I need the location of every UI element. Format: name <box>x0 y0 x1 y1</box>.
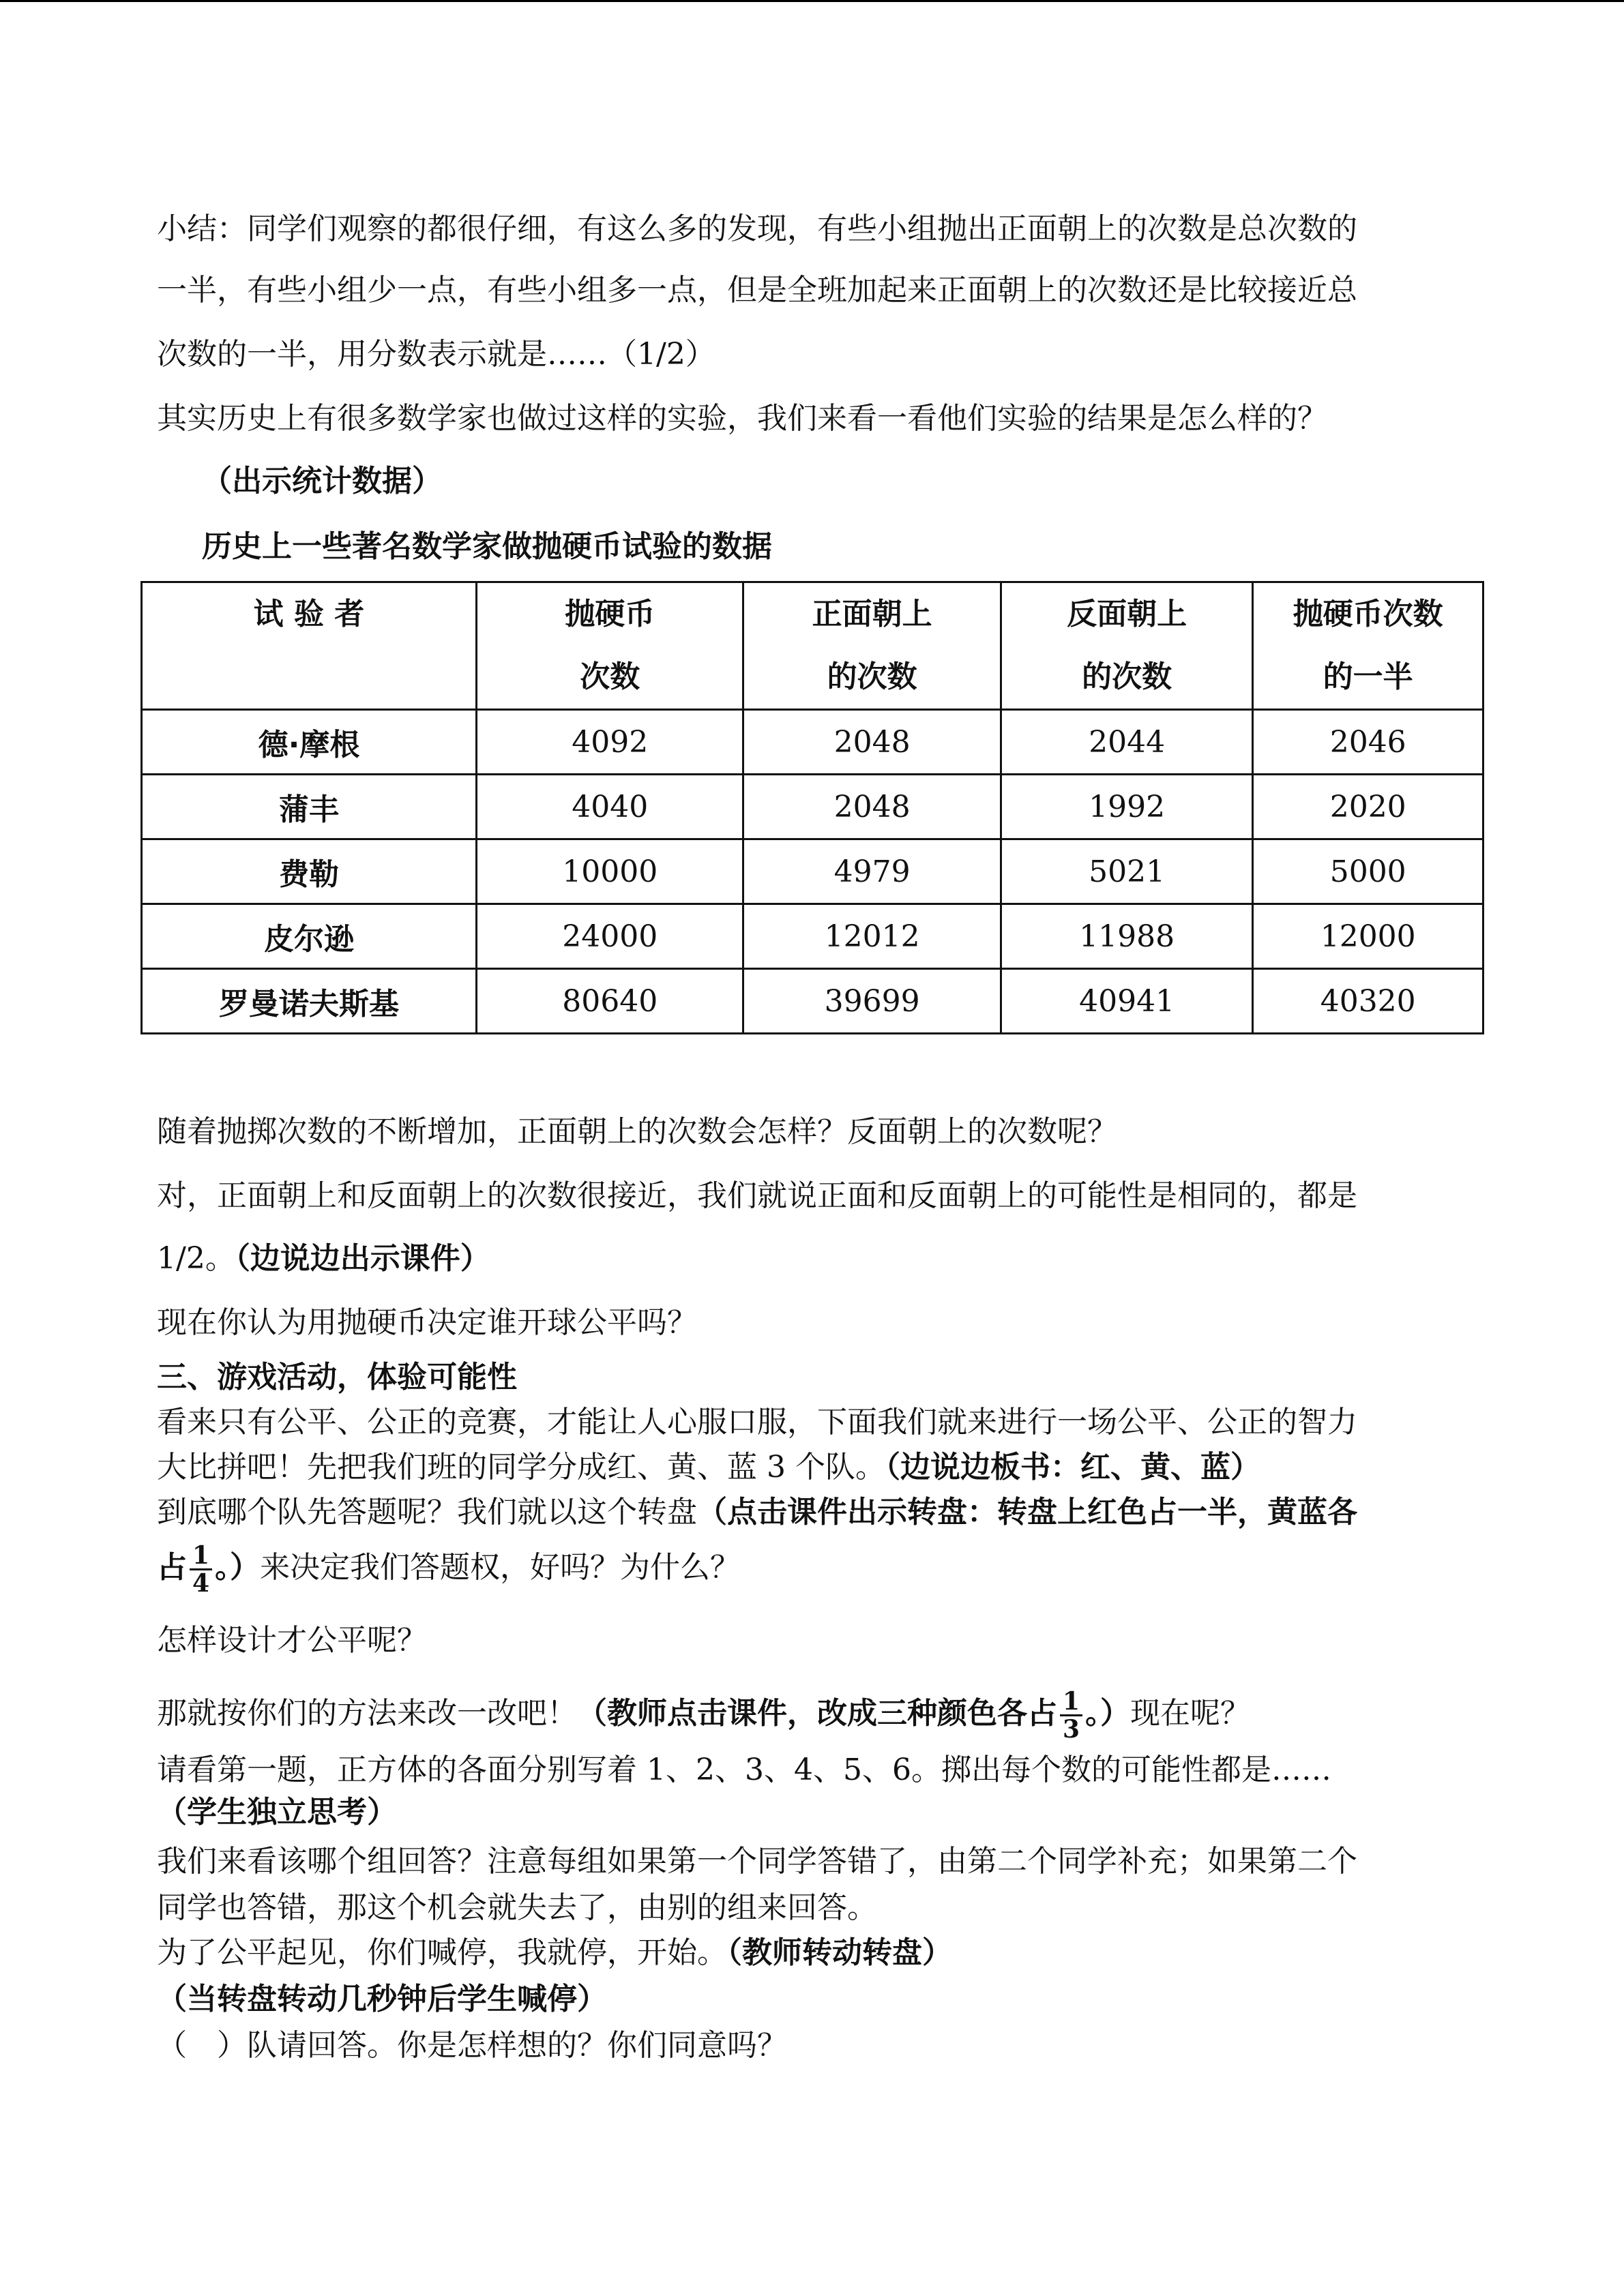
table-row <box>142 904 1483 969</box>
show-stats-note: （出示统计数据） <box>202 464 442 498</box>
cell-experimenter: 蒲丰 <box>142 775 477 839</box>
increase-question: 随着抛掷次数的不断增加，正面朝上的次数会怎样？反面朝上的次数呢？ <box>157 1114 1117 1149</box>
now-text: 现在呢？ <box>1130 1696 1251 1731</box>
fraction-one-quarter: $\frac{1}{4}$ <box>190 1542 212 1596</box>
cell-heads: 39699 <box>743 969 1001 1034</box>
table-title: 历史上一些著名数学家做抛硬币试验的数据 <box>202 529 772 564</box>
cell-tails: 5021 <box>1001 839 1252 904</box>
occupy-text: 占 <box>157 1550 187 1585</box>
cell-heads: 2048 <box>743 775 1001 839</box>
section-3-line-5: 怎样设计才公平呢？ <box>157 1623 427 1658</box>
section-3-line-11 <box>157 1933 952 1973</box>
cell-experimenter: 费勒 <box>142 839 477 904</box>
header-heads: 正面朝上 的次数 <box>743 582 1001 710</box>
cell-heads: 2048 <box>743 710 1001 775</box>
summary-line-1: 小结：同学们观察的都很仔细，有这么多的发现，有些小组抛出正面朝上的次数是总次数的 <box>157 211 1357 246</box>
header-tails: 反面朝上 的次数 <box>1001 582 1252 710</box>
modify-text: 那就按你们的方法来改一改吧！ <box>157 1696 577 1731</box>
summary-line-2: 一半，有些小组少一点，有些小组多一点，但是全班加起来正面朝上的次数还是比较接近总 <box>157 273 1357 308</box>
cell-heads: 12012 <box>743 904 1001 969</box>
cell-half: 2046 <box>1253 710 1483 775</box>
cell-tosses: 80640 <box>477 969 743 1034</box>
cell-tosses: 4092 <box>477 710 743 775</box>
cell-tails: 1992 <box>1001 775 1252 839</box>
close-note-2: 。） <box>1085 1696 1131 1731</box>
section-3-line-6 <box>157 1688 1250 1742</box>
teacher-click-note: （教师点击课件，改成三种颜色各占 <box>577 1696 1057 1731</box>
probability-statement: 对，正面朝上和反面朝上的次数很接近，我们就说正面和反面朝上的可能性是相同的，都是 <box>157 1178 1357 1213</box>
section-3-line-13: （ ）队请回答。你是怎样想的？你们同意吗？ <box>157 2028 787 2063</box>
header-experimenter: 试 验 者 <box>142 582 477 710</box>
cell-tosses: 10000 <box>477 839 743 904</box>
cell-experimenter: 德·摩根 <box>142 710 477 775</box>
half-text: 1/2。 <box>157 1241 235 1276</box>
cell-tails: 11988 <box>1001 904 1252 969</box>
probability-half-line <box>157 1238 490 1279</box>
cell-tails: 40941 <box>1001 969 1252 1034</box>
section-3-line-7: 请看第一题，正方体的各面分别写着 1、2、3、4、5、6。掷出每个数的可能性都是…… <box>157 1753 1331 1787</box>
cell-heads: 4979 <box>743 839 1001 904</box>
cell-half: 5000 <box>1253 839 1483 904</box>
fraction-one-third: $\frac{1}{3}$ <box>1060 1688 1082 1742</box>
cell-tosses: 4040 <box>477 775 743 839</box>
header-half: 抛硬币次数 的一半 <box>1253 582 1483 710</box>
history-question: 其实历史上有很多数学家也做过这样的实验，我们来看一看他们实验的结果是怎么样的？ <box>157 401 1327 436</box>
section-3-line-3 <box>157 1492 1357 1533</box>
section-3-line-4 <box>157 1542 740 1596</box>
close-note: 。） <box>215 1550 261 1585</box>
cell-tails: 2044 <box>1001 710 1252 775</box>
section-3-line-2 <box>157 1447 1260 1488</box>
table-row <box>142 969 1483 1034</box>
top-border-rule <box>0 0 1624 2</box>
spin-note: （教师转动转盘） <box>727 1935 952 1970</box>
cell-tosses: 24000 <box>477 904 743 969</box>
section-3-line-8: （学生独立思考） <box>157 1795 397 1830</box>
cell-half: 40320 <box>1253 969 1483 1034</box>
section-3-line-1: 看来只有公平、公正的竞赛，才能让人心服口服，下面我们就来进行一场公平、公正的智力 <box>157 1405 1357 1440</box>
cell-half: 12000 <box>1253 904 1483 969</box>
teams-text: 大比拼吧！先把我们班的同学分成红、黄、蓝 3 个队。 <box>157 1450 885 1485</box>
start-text: 为了公平起见，你们喊停，我就停，开始。 <box>157 1935 727 1970</box>
cell-experimenter: 皮尔逊 <box>142 904 477 969</box>
header-tosses: 抛硬币 次数 <box>477 582 743 710</box>
table-header-row <box>142 582 1483 710</box>
section-3-heading: 三、游戏活动，体验可能性 <box>157 1360 517 1395</box>
spinner-note: （点击课件出示转盘：转盘上红色占一半，黄蓝各 <box>697 1495 1357 1530</box>
spinner-text: 到底哪个队先答题呢？我们就以这个转盘 <box>157 1495 697 1530</box>
coin-toss-table <box>141 581 1484 1034</box>
board-note: （边说边板书：红、黄、蓝） <box>885 1450 1260 1485</box>
courseware-note: （边说边出示课件） <box>235 1241 490 1276</box>
fairness-question: 现在你认为用抛硬币决定谁开球公平吗？ <box>157 1305 697 1340</box>
section-3-line-10: 同学也答错，那这个机会就失去了，由别的组来回答。 <box>157 1890 877 1925</box>
table-row <box>142 839 1483 904</box>
decide-text: 来决定我们答题权，好吗？为什么？ <box>260 1550 741 1585</box>
section-3-line-12: （当转盘转动几秒钟后学生喊停） <box>157 1982 607 2016</box>
section-3-line-9: 我们来看该哪个组回答？注意每组如果第一个同学答错了，由第二个同学补充；如果第二个 <box>157 1844 1357 1879</box>
cell-half: 2020 <box>1253 775 1483 839</box>
cell-experimenter: 罗曼诺夫斯基 <box>142 969 477 1034</box>
summary-line-3: 次数的一半，用分数表示就是……（1/2） <box>157 337 715 372</box>
table-row <box>142 710 1483 775</box>
table-row <box>142 775 1483 839</box>
